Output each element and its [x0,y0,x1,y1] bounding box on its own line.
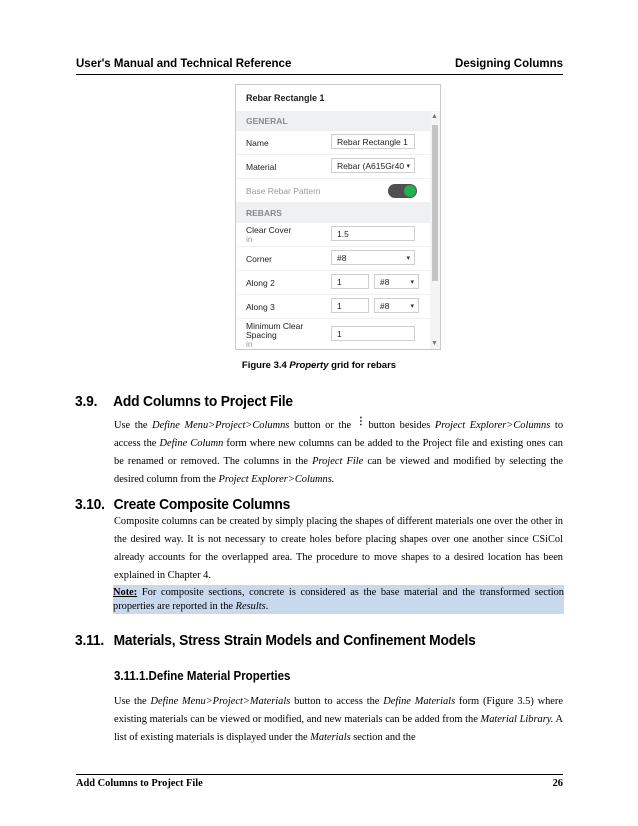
general-section-header: GENERAL [236,111,440,131]
page-footer [76,774,563,794]
corner-select[interactable]: #8 ▾ [331,250,415,265]
clear-cover-row [236,223,440,247]
base-pattern-label: Base Rebar Pattern [246,186,321,196]
along2-count-input[interactable]: 1 [331,274,369,289]
name-input[interactable]: Rebar Rectangle 1 [331,134,415,149]
name-label: Name [246,138,269,148]
scroll-up-icon[interactable]: ▲ [431,113,438,120]
material-select[interactable] [331,158,415,173]
clear-cover-input[interactable]: 1.5 [331,226,415,241]
material-value: Rebar (A615Gr40 [337,161,405,171]
chevron-down-icon: ▾ [410,303,414,310]
header-right: Designing Columns [455,58,563,70]
chevron-down-icon: ▾ [410,279,414,286]
scroll-down-icon[interactable]: ▼ [431,340,438,347]
section-3-9-text: Use the Define Menu>Project>Columns button or the ⋮ button besides Project Explorer>Columns to access the Define Column form where new columns can be added to the Project file and existing ones can be renamed or removed. The columns in the Project File can be viewed and modified by selecting the desired column from the Project Explorer>Columns. [114,416,564,485]
corner-row [236,247,440,271]
clear-cover-label: Clear Cover in [246,225,292,244]
along2-label: Along 2 [246,278,275,288]
section-3-11-1-heading: 3.11.1.Define Material Properties [114,669,291,683]
section-3-10-heading: 3.10. Create Composite Columns [75,496,291,513]
note-box: Note: For composite sections, concrete is considered as the base material and the transformed section properties are reported in the Results. [113,587,564,612]
grid-scrollbar[interactable] [430,111,440,349]
rebars-section-header: REBARS [236,203,440,223]
base-pattern-toggle[interactable] [388,184,417,198]
base-pattern-row [236,179,440,203]
footer-left: Add Columns to Project File [76,778,203,789]
grid-title: Rebar Rectangle 1 [246,93,325,103]
section-3-9-heading: 3.9. Add Columns to Project File [75,393,293,410]
material-row [236,155,440,179]
along3-row [236,295,440,319]
figure-caption: Figure 3.4 Property grid for rebars [241,360,397,371]
chevron-down-icon: ▾ [406,163,410,170]
scroll-thumb[interactable] [432,125,438,281]
name-row [236,131,440,155]
header-left: User's Manual and Technical Reference [76,58,292,70]
kebab-menu-icon: ⋮ [355,416,366,427]
section-3-10-text: Composite columns can be created by simply placing the shapes of different materials one over the other in the desired way. It is not necessary to create holes before placing shapes over one another since CSiCol already accounts for the overlapped area. The procedure to move shapes to a desired location has been explained in Chapter 4. [114,516,563,581]
min-spacing-row [236,319,440,349]
min-spacing-label: Minimum Clear Spacing in [246,321,304,349]
along2-row [236,271,440,295]
along3-label: Along 3 [246,302,275,312]
section-3-11-heading: 3.11. Materials, Stress Strain Models and Confinement Models [75,632,476,649]
chevron-down-icon: ▾ [406,255,410,262]
min-spacing-input[interactable]: 1 [331,326,415,341]
along3-count-input[interactable]: 1 [331,298,369,313]
page-header [76,58,563,75]
toggle-knob [404,185,416,197]
section-3-11-1-text: Use the Define Menu>Project>Materials button to access the Define Materials form (Figure 3.5) where existing materials can be viewed or modified, and new materials can be added from the Material Library. A list of existing materials is displayed under the Materials section and the [114,696,563,743]
note-label: Note: [113,587,138,598]
page-number: 26 [552,778,563,789]
along2-size-select[interactable]: #8 ▾ [374,274,419,289]
corner-label: Corner [246,254,272,264]
along3-size-select[interactable]: #8 ▾ [374,298,419,313]
material-label: Material [246,162,277,172]
property-grid-figure [235,84,441,350]
